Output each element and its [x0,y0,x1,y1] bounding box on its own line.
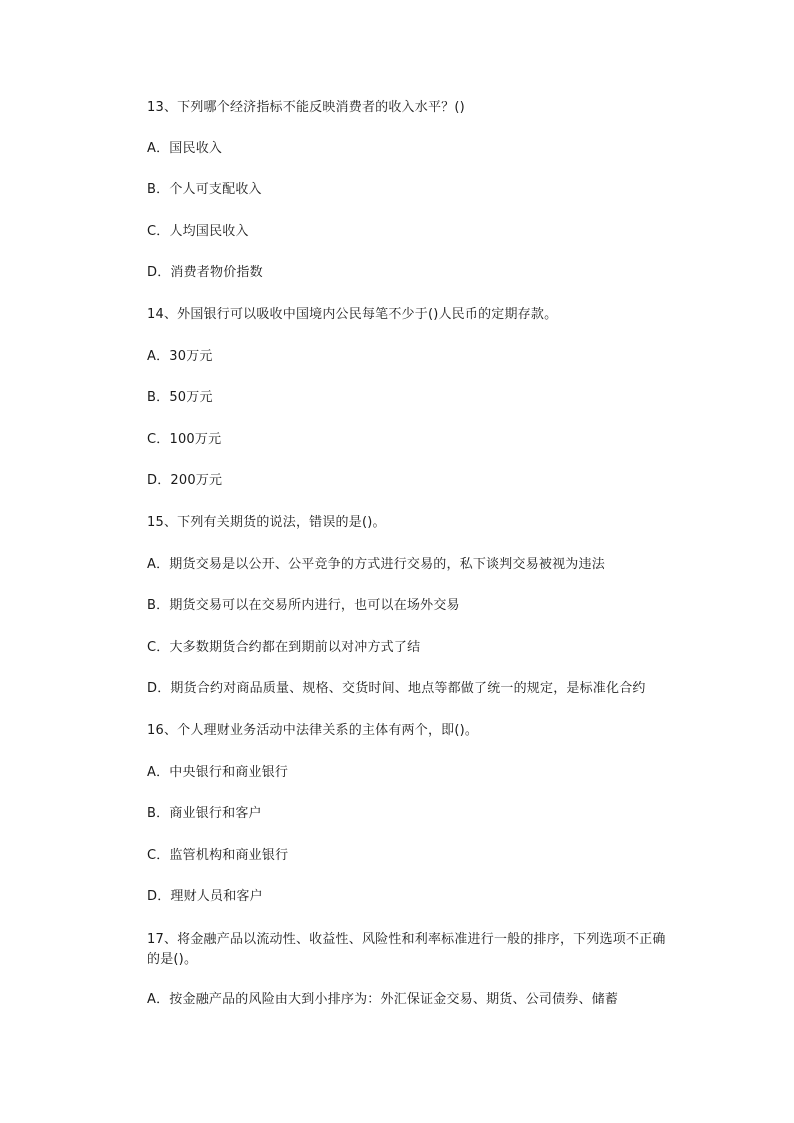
question-15-stem: 15、下列有关期货的说法，错误的是()。 [147,515,386,530]
question-17-option-a: A．按金融产品的风险由大到小排序为：外汇保证金交易、期货、公司债券、储蓄 [147,992,619,1007]
question-15-option-b: B．期货交易可以在交易所内进行，也可以在场外交易 [147,598,460,613]
question-14-stem: 14、外国银行可以吸收中国境内公民每笔不少于()人民币的定期存款。 [147,307,558,322]
question-13-option-c: C．人均国民收入 [147,224,249,239]
question-14-option-b: B．50万元 [147,390,213,405]
question-16-option-b: B．商业银行和客户 [147,806,262,821]
question-16-option-a: A．中央银行和商业银行 [147,765,289,780]
question-17-stem: 17、将金融产品以流动性、收益性、风险性和利率标准进行一般的排序，下列选项不正确的是()。 [147,932,666,967]
question-14-option-c: C．100万元 [147,432,222,447]
question-13-option-a: A．国民收入 [147,141,223,156]
question-16-stem: 16、个人理财业务活动中法律关系的主体有两个，即()。 [147,723,479,738]
question-13-option-d: D．消费者物价指数 [147,265,263,280]
question-15-option-a: A．期货交易是以公开、公平竞争的方式进行交易的，私下谈判交易被视为违法 [147,557,605,572]
question-14-option-a: A．30万元 [147,349,213,364]
question-14-option-d: D．200万元 [147,473,223,488]
question-16-option-d: D．理财人员和客户 [147,889,263,904]
question-15-option-d: D．期货合约对商品质量、规格、交货时间、地点等都做了统一的规定，是标准化合约 [147,681,646,696]
question-13-stem: 13、下列哪个经济指标不能反映消费者的收入水平？() [147,100,465,115]
question-16-option-c: C．监管机构和商业银行 [147,848,289,863]
question-13-option-b: B．个人可支配收入 [147,182,262,197]
question-15-option-c: C．大多数期货合约都在到期前以对冲方式了结 [147,640,421,655]
